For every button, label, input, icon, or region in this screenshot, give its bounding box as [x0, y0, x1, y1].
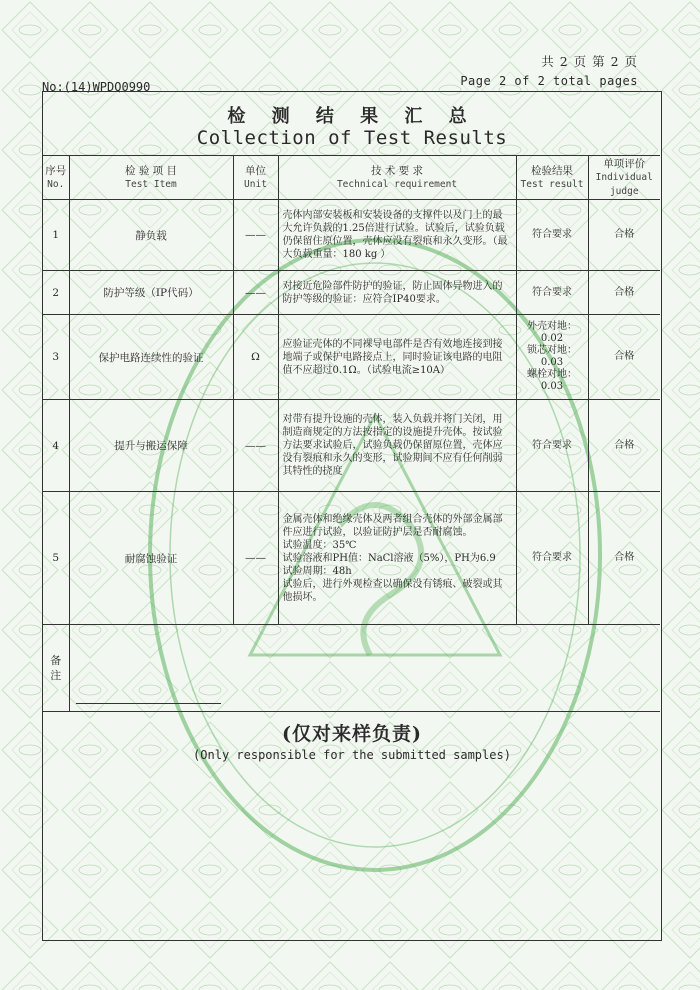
- row-result: 符合要求: [516, 200, 588, 271]
- col-req-cn: 技 术 要 求: [370, 164, 423, 177]
- requirement-line: 试验温度：35℃: [282, 539, 357, 551]
- row-result-multi: [516, 315, 588, 400]
- title-cn: 检 测 结 果 汇 总: [227, 106, 477, 127]
- row-judge: 合格: [588, 200, 660, 271]
- col-item-cn: 检 验 项 目: [124, 164, 177, 177]
- row-unit: ——: [233, 492, 278, 625]
- row-judge: 合格: [588, 271, 660, 315]
- remarks-underline: [76, 703, 221, 704]
- table-row: [43, 400, 660, 492]
- row-requirement: 对接近危险部件防护的验证，防止固体异物进入的防护等级的验证：应符合IP40要求。: [278, 271, 516, 315]
- row-result: 符合要求: [516, 400, 588, 492]
- row-no: 3: [43, 315, 69, 400]
- row-unit: ——: [233, 271, 278, 315]
- row-judge: 合格: [588, 492, 660, 625]
- result-line: 锁芯对地：: [527, 345, 577, 356]
- row-no: 2: [43, 271, 69, 315]
- row-item: 静负载: [69, 200, 233, 271]
- col-result-en: Test result: [520, 178, 584, 190]
- col-result-cn: 检验结果: [531, 164, 573, 177]
- row-unit: ——: [233, 200, 278, 271]
- page-count-en: Page 2 of 2 total pages: [460, 74, 638, 88]
- remarks-row: [43, 625, 660, 712]
- results-frame: [42, 91, 662, 941]
- table-row: [43, 492, 660, 625]
- title-en: Collection of Test Results: [196, 127, 508, 149]
- col-header-unit: [233, 156, 278, 200]
- table-header-row: [43, 156, 660, 200]
- row-no: 4: [43, 400, 69, 492]
- col-header-item: [69, 156, 233, 200]
- row-no: 1: [43, 200, 69, 271]
- result-line: 0.02: [540, 333, 564, 344]
- row-unit: Ω: [233, 315, 278, 400]
- requirement-line: 试验后，进行外观检查以确保没有锈痕、破裂或其他损坏。: [282, 578, 503, 603]
- disclaimer-en: (Only responsible for the submitted samples): [193, 748, 511, 762]
- requirement-line: 试验溶液和PH值：NaCl溶液（5%），PH为6.9: [282, 552, 496, 564]
- result-line: 螺栓对地：: [527, 369, 577, 380]
- row-unit: ——: [233, 400, 278, 492]
- row-item: 防护等级（IP代码）: [69, 271, 233, 315]
- col-judge-en: Individual judge: [595, 171, 653, 197]
- row-judge: 合格: [588, 400, 660, 492]
- col-header-judge: [588, 156, 660, 200]
- col-header-result: [516, 156, 588, 200]
- col-no-en: No.: [47, 178, 65, 190]
- col-judge-cn: 单项评价: [603, 157, 646, 170]
- row-item: 保护电路连续性的验证: [69, 315, 233, 400]
- row-requirement: 对带有提升设施的壳体，装入负载并将门关闭，用制造商规定的方法按指定的设施提升壳体。按试验方法要求试验后，试验负载仍保留原位置，壳体应没有裂痕和永久的变形，试验期间不应有任何削弱其特性的挠度: [278, 400, 516, 492]
- row-item: 提升与搬运保障: [69, 400, 233, 492]
- result-line: 0.03: [540, 381, 564, 392]
- col-header-no: [43, 156, 69, 200]
- row-no: 5: [43, 492, 69, 625]
- requirement-line: 试验周期：48h: [282, 565, 352, 577]
- row-result: 符合要求: [516, 271, 588, 315]
- col-header-requirement: [278, 156, 516, 200]
- col-req-en: Technical requirement: [336, 178, 458, 190]
- result-line: 0.03: [540, 357, 564, 368]
- col-item-en: Test Item: [125, 178, 177, 190]
- col-unit-en: Unit: [244, 178, 267, 190]
- results-table: [43, 155, 660, 712]
- col-no-cn: 序号: [45, 164, 67, 177]
- row-requirement-multi: [278, 492, 516, 625]
- row-requirement: 应验证壳体的不同裸导电部件是否有效地连接到接地端子或保护电路接点上，同时验证该电路的电阻值不应超过0.1Ω。（试验电流≥10A）: [278, 315, 516, 400]
- result-line: 外壳对地：: [527, 321, 577, 332]
- row-item: 耐腐蚀验证: [69, 492, 233, 625]
- table-row: [43, 200, 660, 271]
- row-requirement: 壳体内部安装板和安装设备的支撑件以及门上的最大允许负载的1.25倍进行试验。试验后，试验负载仍保留住原位置，壳体应没有裂痕和永久变形。（最大负载重量：180 kg ）: [278, 200, 516, 271]
- remarks-label: 备 注: [43, 625, 69, 712]
- disclaimer-cn: (仅对来样负责): [282, 723, 422, 745]
- page-count-cn: 共 2 页 第 2 页: [541, 54, 638, 69]
- report-number: No:(14)WPDQ0990: [42, 80, 151, 94]
- requirement-line: 金属壳体和绝缘壳体及两者组合壳体的外部金属部件应进行试验，以验证防护层是否耐腐蚀。: [282, 513, 503, 538]
- table-row: [43, 315, 660, 400]
- table-row: [43, 271, 660, 315]
- remarks-content: [69, 625, 660, 712]
- col-unit-cn: 单位: [245, 164, 266, 177]
- row-result: 符合要求: [516, 492, 588, 625]
- row-judge: 合格: [588, 315, 660, 400]
